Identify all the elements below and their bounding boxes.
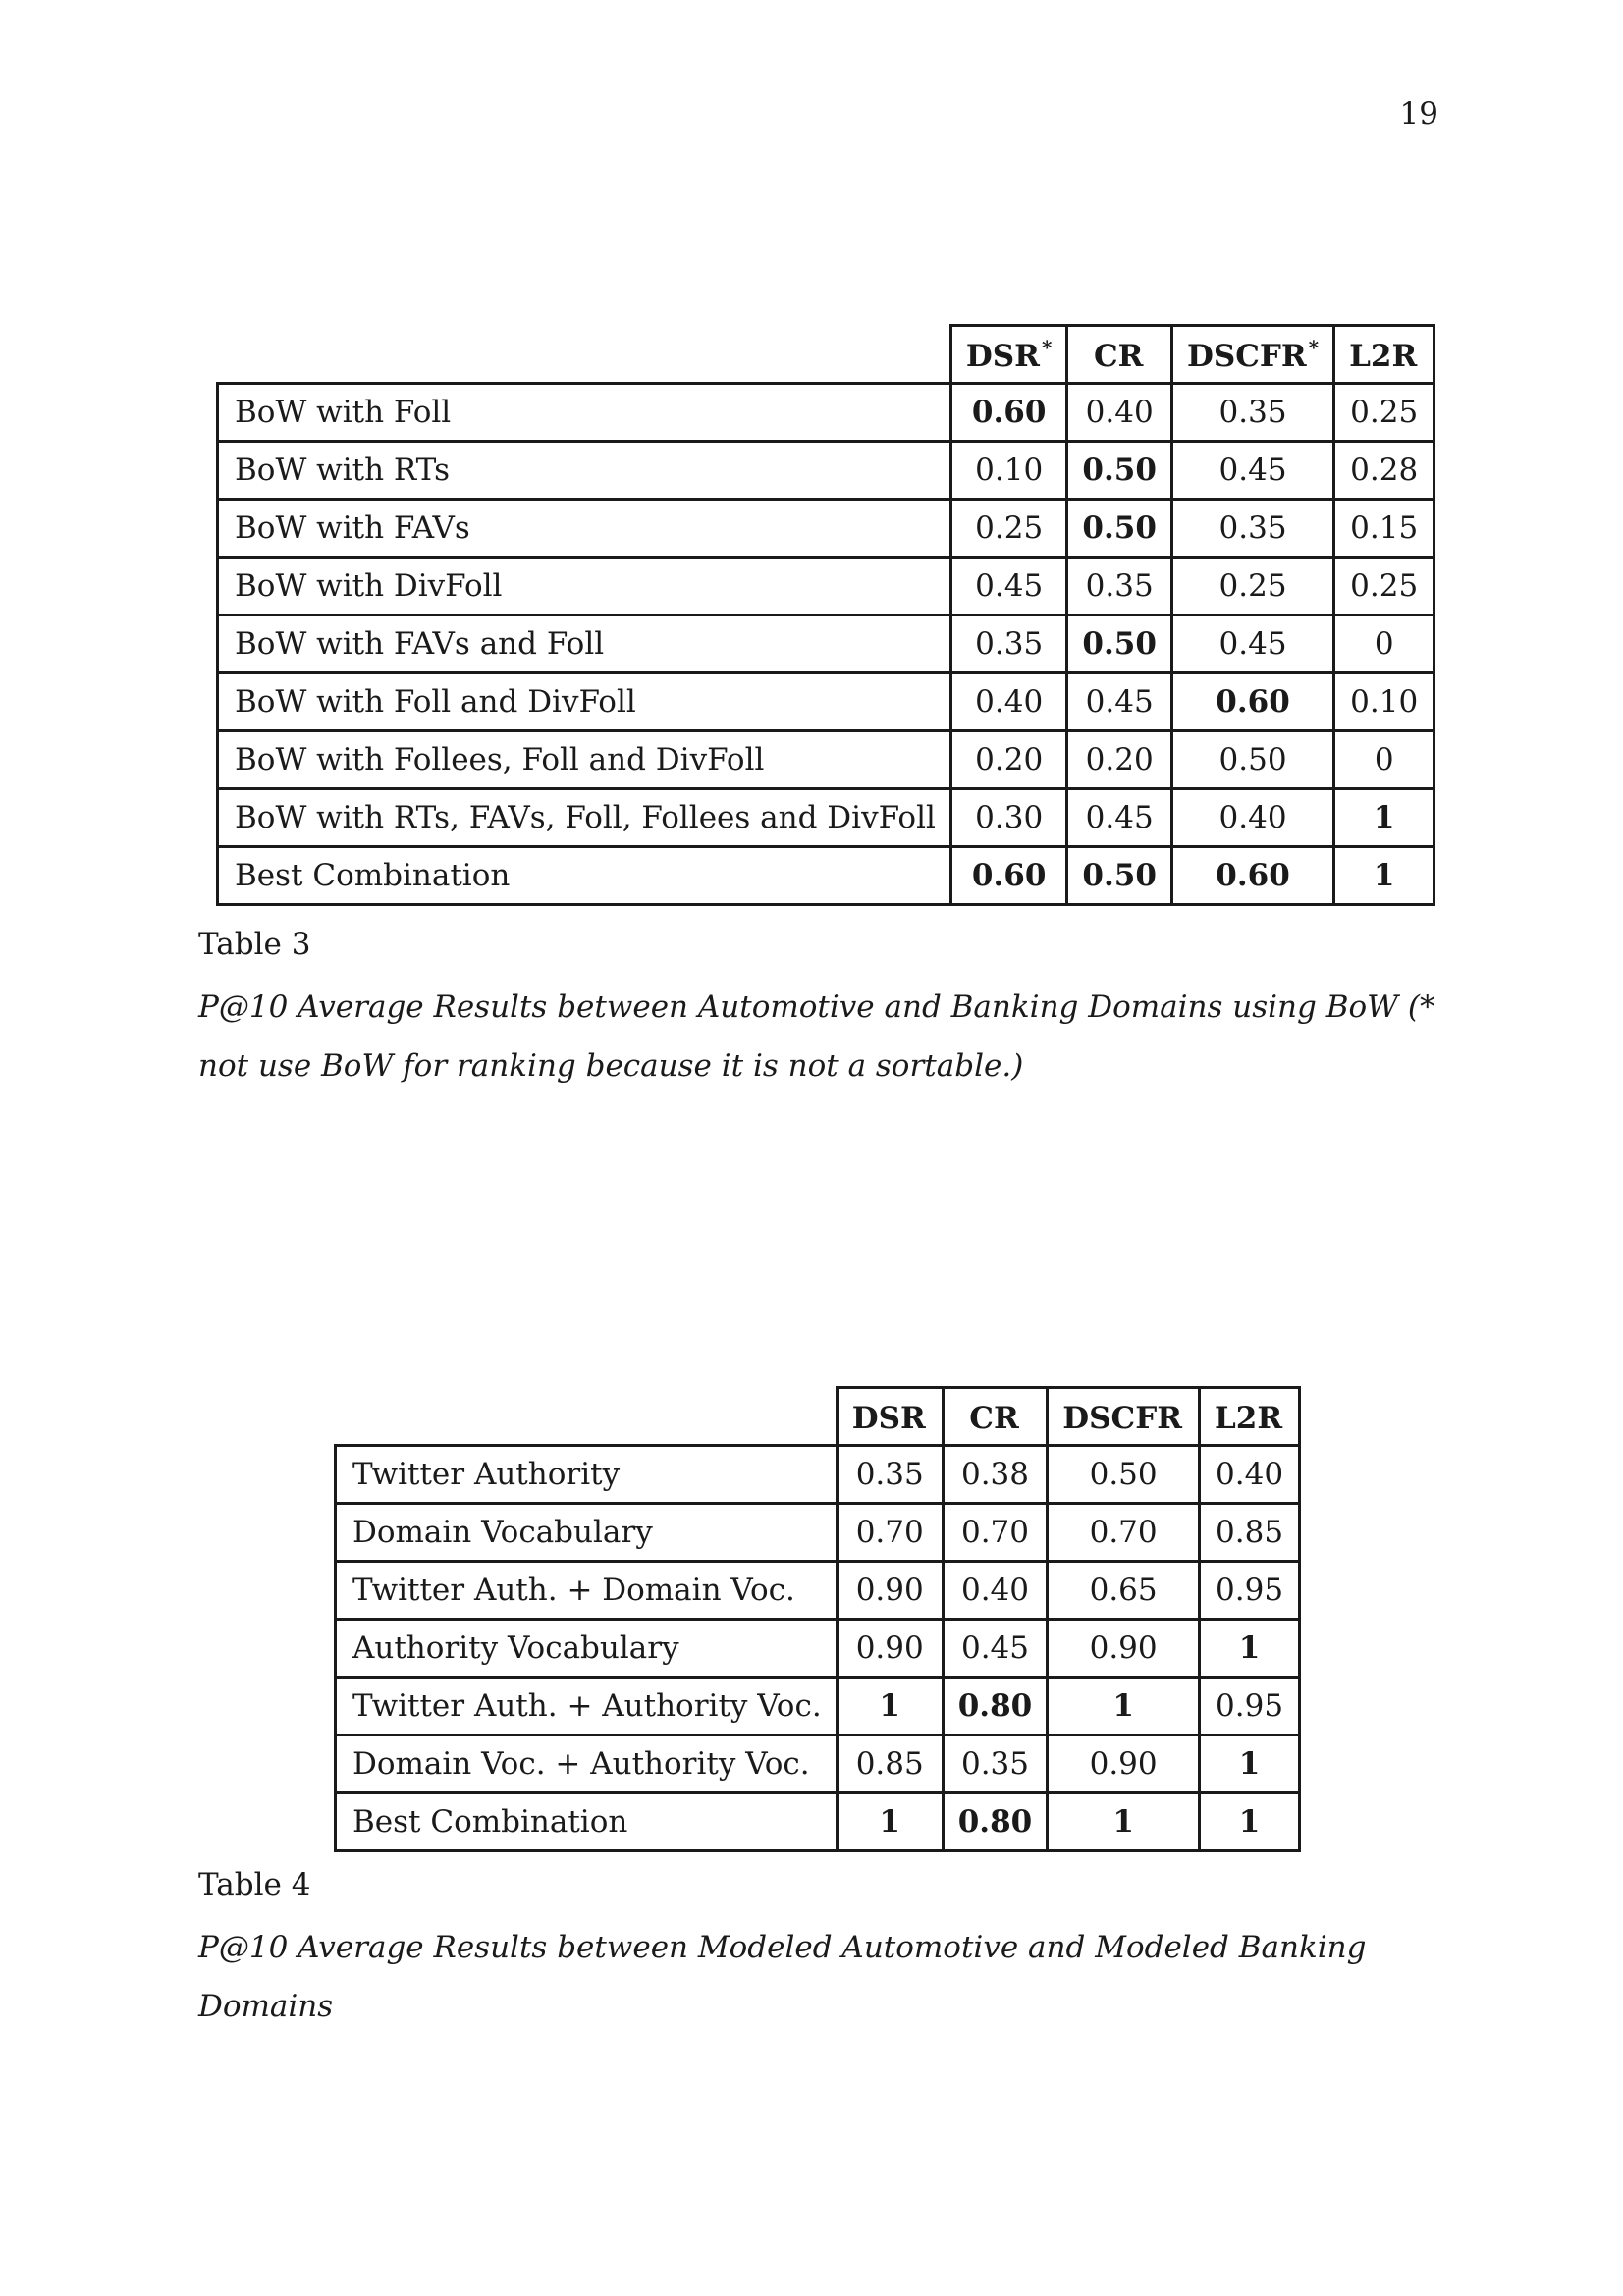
table-header-row <box>218 326 1434 384</box>
table-row <box>336 1504 1300 1562</box>
value-cell: 0.60 <box>1171 847 1333 905</box>
column-header-dscfr: DSCFR <box>1048 1388 1200 1446</box>
value-cell: 0.60 <box>1171 673 1333 731</box>
value-cell: 1 <box>1048 1678 1200 1735</box>
table-row <box>218 384 1434 442</box>
table-row <box>218 558 1434 615</box>
value-cell: 0.50 <box>1171 731 1333 789</box>
table-row <box>336 1678 1300 1735</box>
value-cell: 0.35 <box>837 1446 943 1504</box>
value-cell: 0.45 <box>1171 615 1333 673</box>
value-cell: 1 <box>1334 789 1434 847</box>
table-3-label: Table 3 <box>198 927 311 962</box>
value-cell: 0.40 <box>1171 789 1333 847</box>
value-cell: 1 <box>1334 847 1434 905</box>
value-cell: 0.50 <box>1048 1446 1200 1504</box>
value-cell: 0.90 <box>1048 1735 1200 1793</box>
column-header-cr: CR <box>1067 326 1172 384</box>
row-label: BoW with FAVs <box>218 500 951 558</box>
value-cell: 0.80 <box>943 1678 1048 1735</box>
table-4-label: Table 4 <box>198 1867 311 1902</box>
value-cell: 0.60 <box>950 384 1067 442</box>
value-cell: 1 <box>1199 1620 1299 1678</box>
value-cell: 0.45 <box>1067 789 1172 847</box>
row-label: BoW with DivFoll <box>218 558 951 615</box>
value-cell: 0.40 <box>1199 1446 1299 1504</box>
value-cell: 0.35 <box>1171 500 1333 558</box>
value-cell: 1 <box>1199 1735 1299 1793</box>
value-cell: 0.70 <box>943 1504 1048 1562</box>
value-cell: 0.50 <box>1067 500 1172 558</box>
value-cell: 0.50 <box>1067 442 1172 500</box>
value-cell: 0.65 <box>1048 1562 1200 1620</box>
header-corner-cell <box>336 1388 838 1446</box>
value-cell: 0.40 <box>943 1562 1048 1620</box>
row-label: BoW with Foll <box>218 384 951 442</box>
value-cell: 0.85 <box>1199 1504 1299 1562</box>
table-row <box>218 789 1434 847</box>
table-row <box>218 673 1434 731</box>
value-cell: 0.35 <box>943 1735 1048 1793</box>
table-row <box>218 847 1434 905</box>
value-cell: 1 <box>837 1793 943 1851</box>
table-row <box>336 1735 1300 1793</box>
column-header-dsr: DSR * <box>950 326 1067 384</box>
value-cell: 0.30 <box>950 789 1067 847</box>
table-row <box>218 500 1434 558</box>
row-label: Best Combination <box>218 847 951 905</box>
table-row <box>218 615 1434 673</box>
row-label: Domain Voc. + Authority Voc. <box>336 1735 838 1793</box>
value-cell: 0.85 <box>837 1735 943 1793</box>
value-cell: 0.15 <box>1334 500 1434 558</box>
row-label: Twitter Auth. + Authority Voc. <box>336 1678 838 1735</box>
value-cell: 0.70 <box>837 1504 943 1562</box>
value-cell: 0.20 <box>950 731 1067 789</box>
value-cell: 0.50 <box>1067 847 1172 905</box>
column-header-cr: CR <box>943 1388 1048 1446</box>
row-label: Twitter Auth. + Domain Voc. <box>336 1562 838 1620</box>
page-number: 19 <box>1399 96 1438 132</box>
value-cell: 0.20 <box>1067 731 1172 789</box>
column-header-dscfr: DSCFR * <box>1171 326 1333 384</box>
row-label: Authority Vocabulary <box>336 1620 838 1678</box>
results-table-3 <box>216 324 1435 906</box>
table-row <box>218 442 1434 500</box>
column-header-dsr: DSR <box>837 1388 943 1446</box>
value-cell: 0.25 <box>950 500 1067 558</box>
value-cell: 1 <box>837 1678 943 1735</box>
value-cell: 0.40 <box>1067 384 1172 442</box>
row-label: BoW with FAVs and Foll <box>218 615 951 673</box>
value-cell: 1 <box>1048 1793 1200 1851</box>
table-4-caption: P@10 Average Results between Modeled Automotive and Modeled Banking Domains <box>198 1930 1367 2024</box>
value-cell: 0.25 <box>1171 558 1333 615</box>
table-3-caption: P@10 Average Results between Automotive and Banking Domains using BoW (* not use BoW for ranking because it is not a sortable.) <box>198 989 1435 1084</box>
value-cell: 0.10 <box>950 442 1067 500</box>
row-label: Domain Vocabulary <box>336 1504 838 1562</box>
value-cell: 0.45 <box>943 1620 1048 1678</box>
value-cell: 0.45 <box>950 558 1067 615</box>
value-cell: 0 <box>1334 731 1434 789</box>
table-header-row <box>336 1388 1300 1446</box>
value-cell: 0.45 <box>1171 442 1333 500</box>
row-label: BoW with RTs <box>218 442 951 500</box>
value-cell: 0.25 <box>1334 558 1434 615</box>
table-row <box>218 731 1434 789</box>
value-cell: 0.90 <box>1048 1620 1200 1678</box>
value-cell: 0.25 <box>1334 384 1434 442</box>
row-label: Best Combination <box>336 1793 838 1851</box>
value-cell: 0.95 <box>1199 1678 1299 1735</box>
header-corner-cell <box>218 326 951 384</box>
table-row <box>336 1793 1300 1851</box>
row-label: BoW with Foll and DivFoll <box>218 673 951 731</box>
value-cell: 0.40 <box>950 673 1067 731</box>
table-row <box>336 1620 1300 1678</box>
value-cell: 0.35 <box>950 615 1067 673</box>
value-cell: 1 <box>1199 1793 1299 1851</box>
value-cell: 0.90 <box>837 1562 943 1620</box>
value-cell: 0.50 <box>1067 615 1172 673</box>
value-cell: 0.35 <box>1171 384 1333 442</box>
row-label: Twitter Authority <box>336 1446 838 1504</box>
column-header-l2r: L2R <box>1199 1388 1299 1446</box>
value-cell: 0.90 <box>837 1620 943 1678</box>
value-cell: 0.35 <box>1067 558 1172 615</box>
table-row <box>336 1446 1300 1504</box>
row-label: BoW with RTs, FAVs, Foll, Follees and DivFoll <box>218 789 951 847</box>
value-cell: 0.38 <box>943 1446 1048 1504</box>
row-label: BoW with Follees, Foll and DivFoll <box>218 731 951 789</box>
value-cell: 0 <box>1334 615 1434 673</box>
value-cell: 0.28 <box>1334 442 1434 500</box>
value-cell: 0.45 <box>1067 673 1172 731</box>
results-table-4 <box>334 1386 1301 1852</box>
column-header-l2r: L2R <box>1334 326 1434 384</box>
value-cell: 0.10 <box>1334 673 1434 731</box>
value-cell: 0.80 <box>943 1793 1048 1851</box>
value-cell: 0.95 <box>1199 1562 1299 1620</box>
value-cell: 0.60 <box>950 847 1067 905</box>
value-cell: 0.70 <box>1048 1504 1200 1562</box>
table-row <box>336 1562 1300 1620</box>
